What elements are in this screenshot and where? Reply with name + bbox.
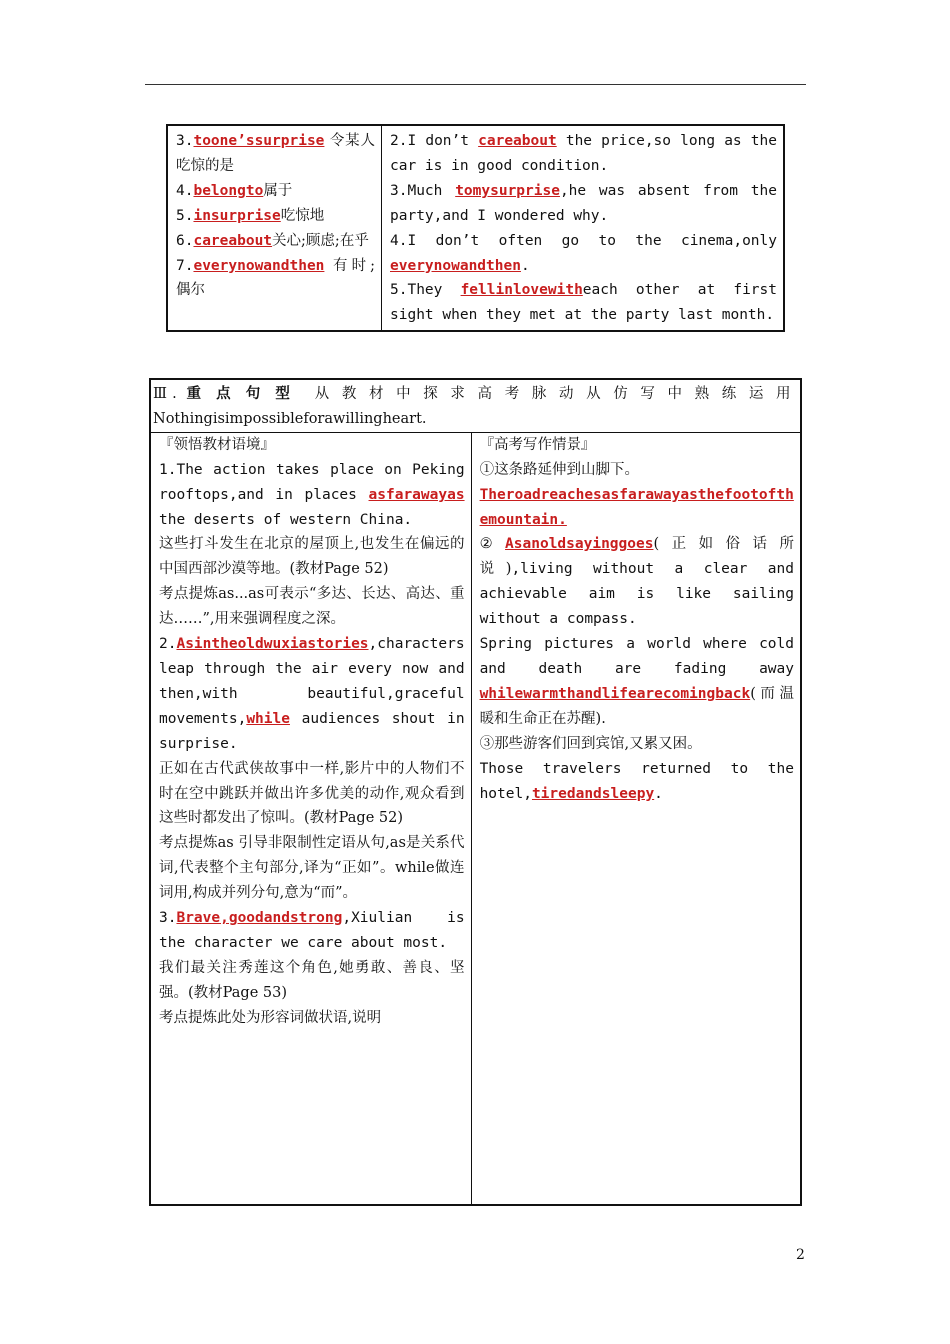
exam-writing-column — [471, 432, 801, 1205]
english-sentence: Those travelers returned to the hotel,tiredandsleepy. — [479, 760, 794, 802]
section-title: Ⅲ. 重点句型 从教材中探求高考脉动从仿写中熟练运用 — [153, 385, 799, 402]
chinese-translation: 正如在古代武侠故事中一样,影片中的人物们不时在空中跳跃并做出许多优美的动作,观众看到这些时都发出了惊叫。(教材Page 52) — [159, 760, 465, 827]
phrase-meaning: 吃惊地 — [280, 207, 325, 224]
item-number: 5. — [176, 207, 194, 224]
key-point: 考点提炼此处为形容词做状语,说明 — [159, 1009, 382, 1026]
sentence-text: ,he was absent from the party,and I wondered why. — [390, 182, 777, 224]
vocab-item — [176, 204, 375, 229]
vocab-item — [176, 179, 375, 204]
item-number: 3. — [390, 182, 408, 199]
phrase-meaning: 令某人吃惊的是 — [176, 133, 375, 174]
sentence-text: I don’t — [407, 133, 479, 149]
header-rule — [145, 84, 806, 85]
key-phrase: everynowandthen — [193, 257, 325, 274]
column-title: 『领悟教材语境』 — [159, 436, 275, 453]
chinese-prompt: ③那些游客们回到宾馆,又累又困。 — [479, 735, 702, 752]
example-sentence — [390, 229, 777, 279]
key-phrase: asfarawayas — [368, 486, 465, 503]
key-phrase: tomysurprise — [455, 182, 560, 199]
key-point: 考点提炼as 引导非限制性定语从句,as是关系代词,代表整个主句部分,译为“正如”。while做连词用,构成并列分句,意为“而”。 — [159, 835, 465, 902]
chinese-translation: 我们最关注秀莲这个角色,她勇敢、善良、坚强。(教材Page 53) — [159, 959, 465, 1001]
vocab-example-column — [382, 125, 785, 331]
item-number: 4. — [176, 182, 194, 199]
example-sentence — [390, 179, 777, 229]
vocab-table — [166, 124, 785, 332]
writing-item — [480, 532, 794, 731]
writing-item — [480, 732, 794, 807]
sentence-text: I don’t often go to the cinema,only — [407, 232, 777, 249]
key-phrase: while — [246, 710, 290, 727]
textbook-item — [159, 458, 465, 632]
example-sentence — [390, 129, 777, 179]
item-number: 5. — [390, 282, 408, 299]
sentence-text: the price,so long as the car is in good condition. — [390, 133, 777, 174]
item-number: 6. — [176, 232, 194, 249]
vocab-item — [176, 129, 375, 179]
answer-sentence: Theroadreachesasfarawayasthefootofthemountain. — [479, 486, 794, 528]
phrase-meaning: 有时;偶尔 — [176, 257, 375, 299]
sentence-text: . — [520, 257, 530, 274]
chinese-translation: 这些打斗发生在北京的屋顶上,也发生在偏远的中国西部沙漠等地。(教材Page 52) — [159, 536, 465, 578]
english-sentence: 2.Asintheoldwuxiastories,characters leap through the air every now and then,with beautiful,graceful movements,while audiences shout in surprise. — [159, 636, 465, 752]
key-phrase: careabout — [478, 133, 557, 149]
english-sentence: ②Asanoldsayinggoes(正如俗话所说),living without a clear and achievable aim is like sailing without a compass. — [479, 536, 794, 628]
page-number: 2 — [796, 1247, 805, 1263]
key-phrase: whilewarmthandlifearecomingback — [479, 685, 751, 702]
vocab-item — [176, 254, 375, 304]
english-sentence: 3.Brave,goodandstrong,Xiulian is the character we care about most. — [159, 910, 465, 951]
key-phrase: Asanoldsayinggoes — [505, 536, 654, 553]
vocab-item — [176, 229, 375, 254]
motto: Nothingisimpossibleforawillingheart. — [153, 410, 427, 427]
sentence-text: Much — [407, 182, 456, 199]
phrase-meaning: 属于 — [263, 182, 293, 199]
section-subtitle: 从教材中探求高考脉动从仿写中熟练运用 — [314, 386, 799, 402]
chinese-prompt: ①这条路延伸到山脚下。 — [479, 461, 640, 478]
key-phrase: fellinlovewith — [460, 282, 583, 299]
key-phrase: tiredandsleepy — [531, 785, 655, 802]
key-phrase: toone’ssurprise — [193, 133, 325, 149]
section-heading — [150, 379, 801, 432]
key-phrase: Brave,goodandstrong — [176, 910, 343, 927]
section-title-bold: 重点句型 — [186, 385, 306, 402]
writing-item — [480, 458, 794, 533]
item-number: 3. — [176, 133, 194, 149]
sentence-table — [149, 378, 802, 1206]
textbook-context-column — [150, 432, 471, 1205]
key-phrase: careabout — [193, 232, 273, 249]
english-sentence: Spring pictures a world where cold and death are fading away whilewarmthandlifearecomingback(而温暖和生命正在苏醒). — [479, 636, 794, 727]
key-point: 考点提炼as...as可表示“多达、长达、高达、重达……”,用来强调程度之深。 — [159, 586, 465, 628]
phrase-meaning: 关心;顾虑;在乎 — [272, 232, 369, 249]
item-number: 2. — [390, 133, 408, 149]
key-phrase: insurprise — [193, 207, 281, 224]
key-phrase: Asintheoldwuxiastories — [176, 636, 369, 653]
item-number: 4. — [390, 232, 408, 249]
example-sentence — [390, 278, 777, 328]
sentence-text: each other at first sight when they met at the party last month. — [390, 282, 777, 324]
textbook-item — [159, 906, 465, 1031]
column-title: 『高考写作情景』 — [479, 436, 596, 453]
key-phrase: belongto — [193, 182, 264, 199]
key-phrase: everynowandthen — [390, 257, 521, 274]
sentence-text: They — [407, 282, 461, 299]
item-number: 7. — [176, 257, 194, 274]
vocab-phrase-column — [167, 125, 382, 331]
english-sentence: 1.The action takes place on Peking rooftops,and in places asfarawayas the deserts of western China. — [159, 461, 465, 528]
textbook-item — [159, 632, 465, 906]
